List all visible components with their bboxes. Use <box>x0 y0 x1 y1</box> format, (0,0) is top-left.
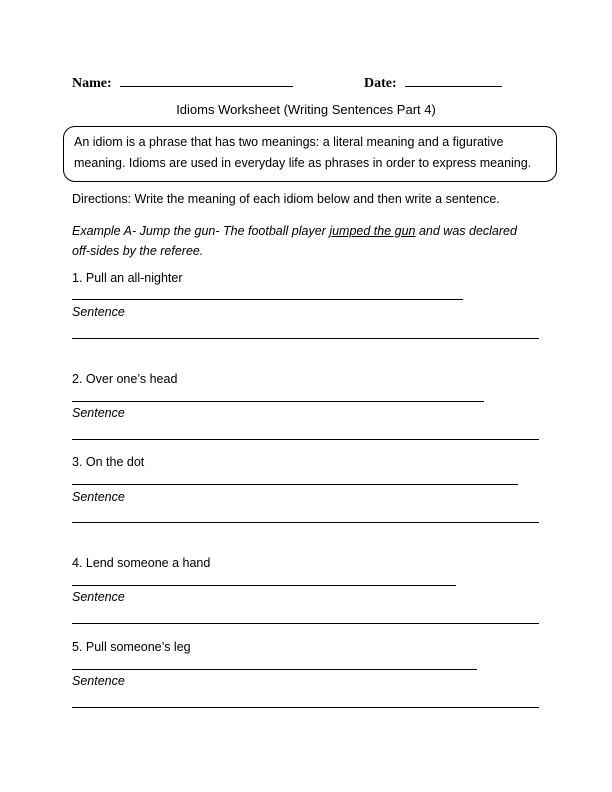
item-1-meaning-line[interactable] <box>72 299 463 300</box>
item-4-label: 4. Lend someone a hand <box>72 556 211 570</box>
item-2-meaning-line[interactable] <box>72 401 484 402</box>
item-4-meaning-line[interactable] <box>72 585 456 586</box>
name-blank[interactable] <box>120 72 293 87</box>
example-underlined: jumped the gun <box>329 224 416 238</box>
item-5-meaning-line[interactable] <box>72 669 477 670</box>
item-4-sentence-line[interactable] <box>72 623 539 624</box>
definition-box <box>63 126 557 182</box>
date-label: Date: <box>364 76 397 91</box>
definition-line-2: meaning. Idioms are used in everyday life as phrases in order to express meaning. <box>74 156 532 170</box>
item-1-label: 1. Pull an all-nighter <box>72 271 183 285</box>
item-5-label: 5. Pull someone’s leg <box>72 640 191 654</box>
example-tail: and was declared <box>415 224 517 238</box>
item-1-sentence-line[interactable] <box>72 338 539 339</box>
item-1-sentence-label: Sentence <box>72 305 125 319</box>
directions: Directions: Write the meaning of each idiom below and then write a sentence. <box>72 192 500 206</box>
date-field[interactable] <box>364 72 502 92</box>
item-3-meaning-line[interactable] <box>72 484 518 485</box>
example <box>72 221 517 261</box>
worksheet-title: Idioms Worksheet (Writing Sentences Part 4) <box>176 102 436 117</box>
definition-line-1: An idiom is a phrase that has two meanings: a literal meaning and a figurative <box>74 135 504 149</box>
item-2-label: 2. Over one’s head <box>72 372 178 386</box>
item-3-sentence-line[interactable] <box>72 522 539 523</box>
name-label: Name: <box>72 76 112 91</box>
item-4-sentence-label: Sentence <box>72 590 125 604</box>
item-2-sentence-label: Sentence <box>72 406 125 420</box>
example-line-2: off-sides by the referee. <box>72 244 204 258</box>
item-3-sentence-label: Sentence <box>72 490 125 504</box>
item-5-sentence-label: Sentence <box>72 674 125 688</box>
item-2-sentence-line[interactable] <box>72 439 539 440</box>
item-5-sentence-line[interactable] <box>72 707 539 708</box>
name-field[interactable] <box>72 72 293 92</box>
date-blank[interactable] <box>405 72 502 87</box>
example-line-1 <box>72 221 517 241</box>
item-3-label: 3. On the dot <box>72 455 145 469</box>
example-lead: Example A- Jump the gun- The football player <box>72 224 330 238</box>
